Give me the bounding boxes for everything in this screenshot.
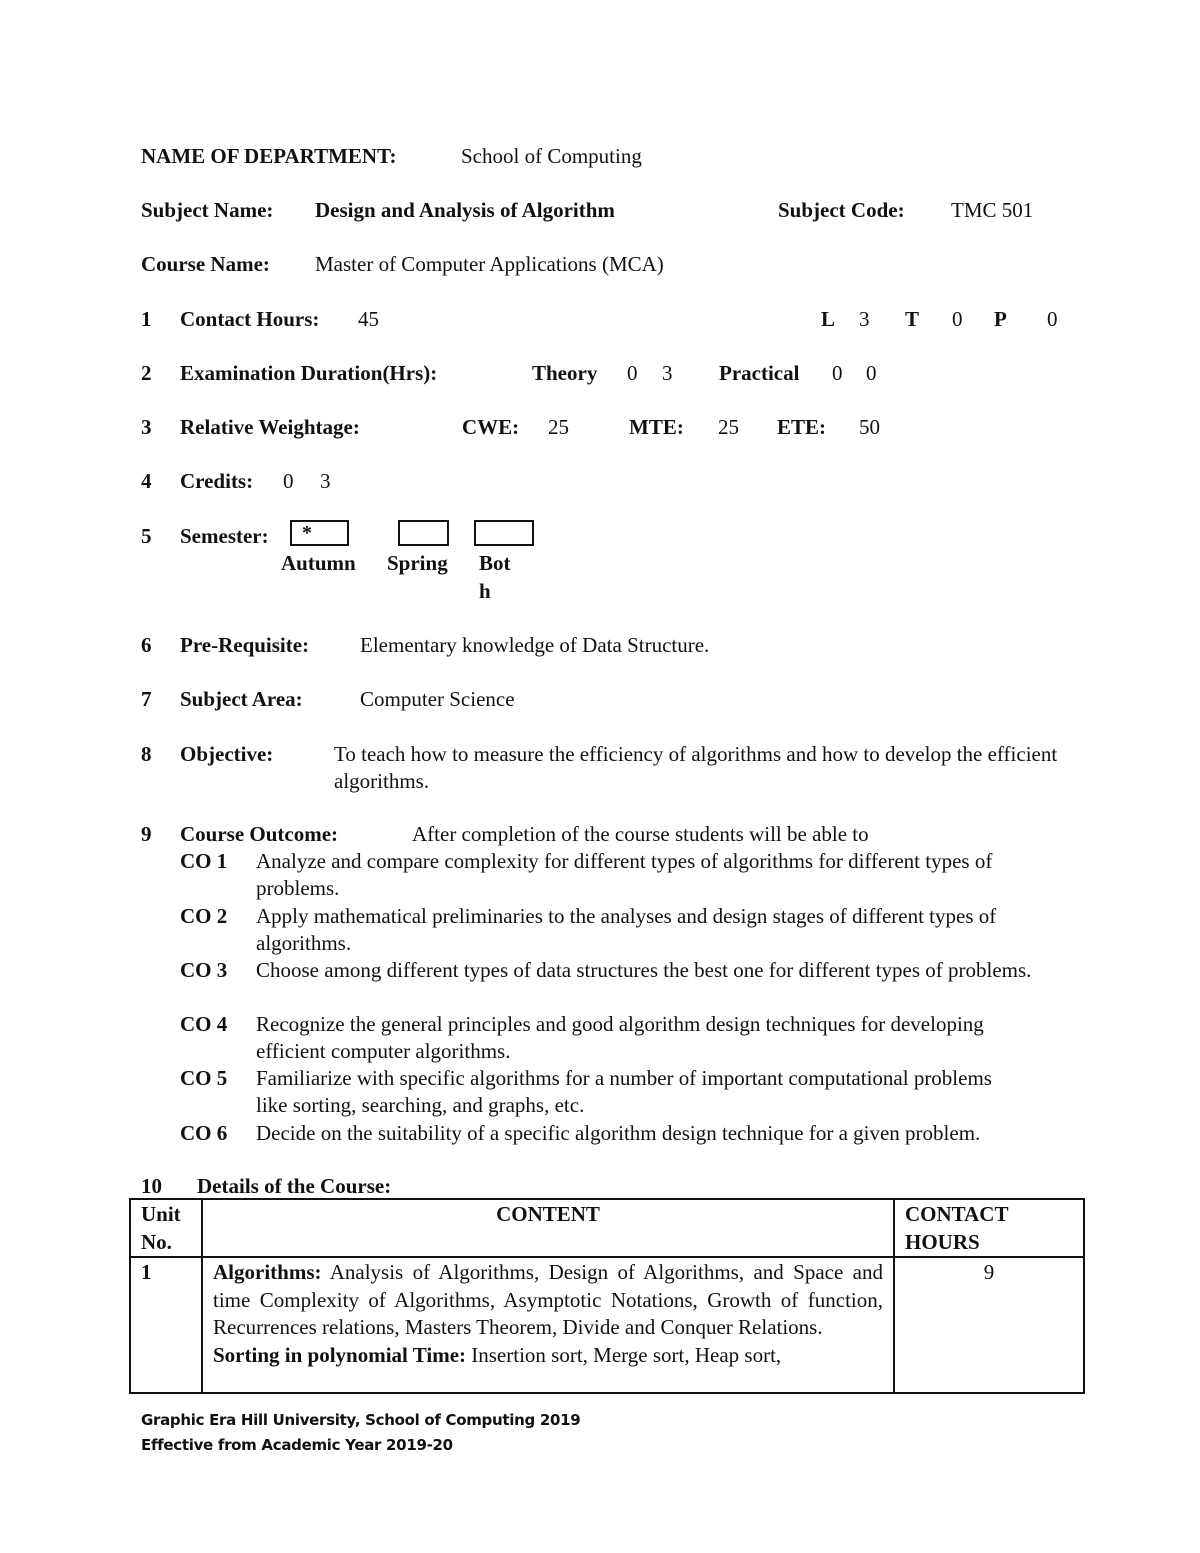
- theory-digit-1: 0: [627, 361, 638, 385]
- item-number: 4: [141, 469, 152, 493]
- cwe-value: 25: [548, 415, 569, 439]
- item-number: 3: [141, 415, 152, 439]
- practical-exam-label: Practical: [719, 361, 800, 385]
- ete-value: 50: [859, 415, 880, 439]
- co-text: Choose among different types of data structures the best one for different types of problems.: [256, 958, 1032, 982]
- item-number: 1: [141, 307, 152, 331]
- co-id: CO 4: [180, 1012, 228, 1036]
- subject-name-label: Subject Name:: [141, 198, 274, 222]
- co-id: CO 6: [180, 1121, 228, 1145]
- credits-digit-2: 3: [320, 469, 331, 493]
- credits-digit-1: 0: [283, 469, 294, 493]
- ete-label: ETE:: [777, 415, 827, 439]
- semester-spring-label: Spring: [387, 551, 448, 575]
- department-value: School of Computing: [461, 144, 642, 168]
- practical-label: P: [994, 307, 1007, 331]
- footer-line-1: Graphic Era Hill University, School of Computing 2019: [141, 1411, 581, 1429]
- unit-number: 1: [130, 1257, 202, 1393]
- semester-both-checkbox[interactable]: [474, 520, 534, 546]
- co-id: CO 3: [180, 958, 228, 982]
- semester-both-label-line1: Bot: [479, 551, 511, 575]
- co-text: Familiarize with specific algorithms for a number of important computational problems like sorting, searching, and graphs, etc.: [256, 1066, 992, 1117]
- tutorial-label: T: [905, 307, 920, 331]
- table-header-row: [130, 1199, 1084, 1257]
- header-contact-hours: CONTACT HOURS: [894, 1199, 1084, 1257]
- details-label: Details of the Course:: [197, 1174, 392, 1198]
- subject-area-label: Subject Area:: [180, 687, 303, 711]
- item-number: 9: [141, 822, 152, 846]
- co-id: CO 5: [180, 1066, 228, 1090]
- co-id: CO 2: [180, 904, 228, 928]
- item-number: 7: [141, 687, 152, 711]
- subject-code-value: TMC 501: [951, 198, 1034, 222]
- co-text: Decide on the suitability of a specific algorithm design technique for a given problem.: [256, 1121, 981, 1145]
- item-number: 6: [141, 633, 152, 657]
- objective-label: Objective:: [180, 742, 274, 766]
- content-text: Analysis of Algorithms, Design of Algorithms, and Space and time Complexity of Algorithms, Asymptotic Notations, Growth of function, Recurrences relations, Masters Theorem, Divide and Conquer Relations.: [213, 1260, 883, 1339]
- lecture-label: L: [821, 307, 836, 331]
- item-number: 8: [141, 742, 152, 766]
- content-heading: Algorithms:: [213, 1260, 322, 1284]
- co-id: CO 1: [180, 849, 228, 873]
- course-outcome-label: Course Outcome:: [180, 822, 339, 846]
- course-name-value: Master of Computer Applications (MCA): [315, 252, 664, 276]
- semester-autumn-label: Autumn: [281, 551, 356, 575]
- course-details-table: [129, 1198, 1085, 1394]
- practical-digit-1: 0: [832, 361, 843, 385]
- semester-autumn-checkbox[interactable]: *: [290, 520, 349, 546]
- content-text: Insertion sort, Merge sort, Heap sort,: [466, 1342, 782, 1367]
- co-text: Analyze and compare complexity for different types of algorithms for different types of problems.: [256, 849, 993, 900]
- mte-label: MTE:: [629, 415, 684, 439]
- semester-both-label-line2: h: [479, 579, 491, 603]
- theory-label: Theory: [532, 361, 598, 385]
- co-text: Recognize the general principles and good algorithm design techniques for developing efficient computer algorithms.: [256, 1012, 984, 1063]
- prerequisite-value: Elementary knowledge of Data Structure.: [360, 633, 710, 657]
- objective-value: To teach how to measure the efficiency of algorithms and how to develop the efficient algorithms.: [334, 742, 1058, 793]
- exam-duration-label: Examination Duration(Hrs):: [180, 361, 438, 385]
- contact-hours-value: 45: [358, 307, 379, 331]
- weightage-label: Relative Weightage:: [180, 415, 360, 439]
- course-name-label: Course Name:: [141, 252, 270, 276]
- footer-line-2: Effective from Academic Year 2019-20: [141, 1436, 453, 1454]
- contact-hours-label: Contact Hours:: [180, 307, 320, 331]
- theory-digit-2: 3: [662, 361, 673, 385]
- header-content: CONTENT: [202, 1199, 894, 1257]
- table-row: [130, 1257, 1084, 1393]
- credits-label: Credits:: [180, 469, 254, 493]
- subject-name-value: Design and Analysis of Algorithm: [315, 198, 615, 222]
- unit-content: [202, 1257, 894, 1393]
- unit-hours: 9: [894, 1257, 1084, 1393]
- co-text: Apply mathematical preliminaries to the analyses and design stages of different types of algorithms.: [256, 904, 997, 955]
- prerequisite-label: Pre-Requisite:: [180, 633, 310, 657]
- semester-spring-checkbox[interactable]: [398, 520, 449, 546]
- cwe-label: CWE:: [462, 415, 520, 439]
- semester-label: Semester:: [180, 524, 269, 548]
- course-outcome-intro: After completion of the course students will be able to: [412, 822, 869, 846]
- practical-value: 0: [1047, 307, 1058, 331]
- item-number: 10: [141, 1174, 162, 1198]
- tutorial-value: 0: [952, 307, 963, 331]
- content-heading: Sorting in polynomial Time:: [213, 1342, 467, 1367]
- item-number: 2: [141, 361, 152, 385]
- subject-code-label: Subject Code:: [778, 198, 905, 222]
- header-unit: Unit No.: [130, 1199, 202, 1257]
- practical-digit-2: 0: [866, 361, 877, 385]
- mte-value: 25: [718, 415, 739, 439]
- item-number: 5: [141, 524, 152, 548]
- subject-area-value: Computer Science: [360, 687, 515, 711]
- lecture-value: 3: [859, 307, 870, 331]
- department-label: NAME OF DEPARTMENT:: [141, 144, 397, 168]
